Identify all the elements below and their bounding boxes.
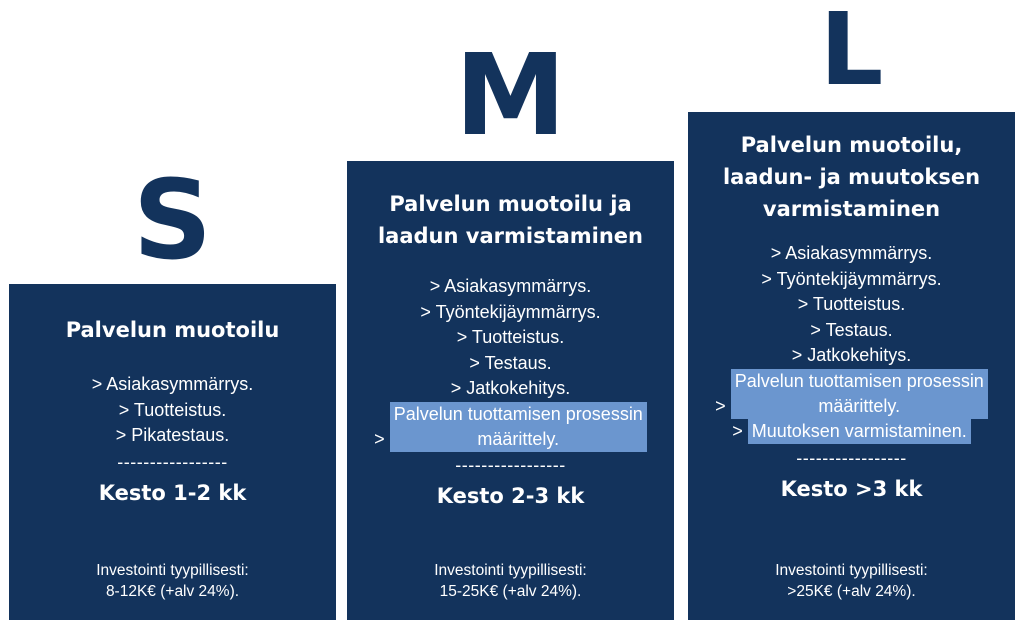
tier-l-duration: Kesto >3 kk — [780, 476, 923, 501]
tier-m-feature: > Työntekijäymmärrys. — [420, 301, 601, 322]
tier-m-invest-value: 15-25K€ (+alv 24%). — [439, 583, 582, 600]
tier-l-letter: L — [819, 0, 884, 108]
tier-s-title-line: Palvelun muotoilu — [65, 318, 280, 342]
tier-l-investment — [688, 560, 1015, 602]
tier-l-feature: > Jatkokehitys. — [791, 345, 912, 365]
tier-l-feature-highlighted — [688, 369, 1015, 420]
tier-m-title — [347, 161, 674, 252]
tier-m-highlight-line: määrittely. — [477, 428, 560, 449]
tier-l-title-line: Palvelun muotoilu, — [740, 133, 963, 157]
tier-l-highlight2-box: Muutoksen varmistaminen. — [748, 419, 971, 444]
tier-l-invest-value: >25K€ (+alv 24%). — [787, 583, 916, 600]
tier-m-feature-list — [347, 274, 674, 452]
tier-m-separator: ----------------- — [455, 455, 566, 475]
tier-m-highlight-prefix: > — [374, 428, 385, 449]
tier-m-title-line: laadun varmistaminen — [377, 224, 643, 248]
tier-l-highlight-box — [731, 369, 988, 419]
tier-s-duration: Kesto 1-2 kk — [98, 480, 247, 505]
tier-m-feature-highlighted — [347, 402, 674, 453]
tier-m-feature: > Jatkokehitys. — [450, 378, 571, 398]
tier-l-card — [688, 112, 1015, 620]
tier-l-feature: > Työntekijäymmärrys. — [761, 268, 942, 289]
tier-l-highlight-line: määrittely. — [818, 395, 901, 416]
tier-m-feature: > Testaus. — [469, 352, 552, 373]
tier-s-separator: ----------------- — [117, 451, 228, 472]
tier-s-letter: S — [132, 156, 213, 284]
tier-s-feature: > Pikatestaus. — [115, 425, 230, 445]
tier-s-card — [9, 284, 336, 620]
tier-m-letter: M — [454, 31, 567, 161]
tier-s-feature-list — [9, 372, 336, 449]
tier-l-highlight2-prefix: > — [732, 421, 743, 441]
tier-m-highlight-line: Palvelun tuottamisen prosessin — [393, 403, 643, 424]
tier-s-investment — [9, 560, 336, 602]
tier-s-invest-label: Investointi tyypillisesti: — [96, 562, 249, 579]
tier-m-highlight-box — [390, 402, 647, 452]
tier-m-title-line: Palvelun muotoilu ja — [389, 192, 632, 216]
tier-l-feature-highlighted-2 — [688, 419, 1015, 445]
tier-s-feature: > Tuotteistus. — [118, 399, 227, 420]
tier-l-feature-list — [688, 241, 1015, 445]
tier-l-title-line: varmistaminen — [762, 197, 941, 221]
tier-s-feature: > Asiakasymmärrys. — [91, 374, 254, 394]
tier-m-investment — [347, 560, 674, 602]
tier-m-feature: > Tuotteistus. — [456, 327, 565, 347]
tier-l-feature: > Tuotteistus. — [797, 294, 906, 314]
tier-l-feature: > Testaus. — [810, 319, 893, 340]
tier-m-card — [347, 161, 674, 620]
tier-s-invest-value: 8-12K€ (+alv 24%). — [105, 583, 240, 600]
tier-m-duration: Kesto 2-3 kk — [436, 484, 585, 508]
tier-m-feature: > Asiakasymmärrys. — [429, 276, 592, 296]
tier-l-separator: ----------------- — [796, 447, 907, 468]
tier-l-feature: > Asiakasymmärrys. — [770, 243, 933, 263]
tier-l-highlight-prefix: > — [715, 395, 726, 416]
tier-l-highlight-line: Palvelun tuottamisen prosessin — [734, 370, 984, 391]
tier-m-invest-label: Investointi tyypillisesti: — [434, 562, 587, 579]
tier-l-title-line: laadun- ja muutoksen — [722, 165, 981, 189]
tier-l-title — [688, 112, 1015, 225]
tier-l-invest-label: Investointi tyypillisesti: — [775, 562, 928, 579]
tier-s-title — [9, 284, 336, 346]
